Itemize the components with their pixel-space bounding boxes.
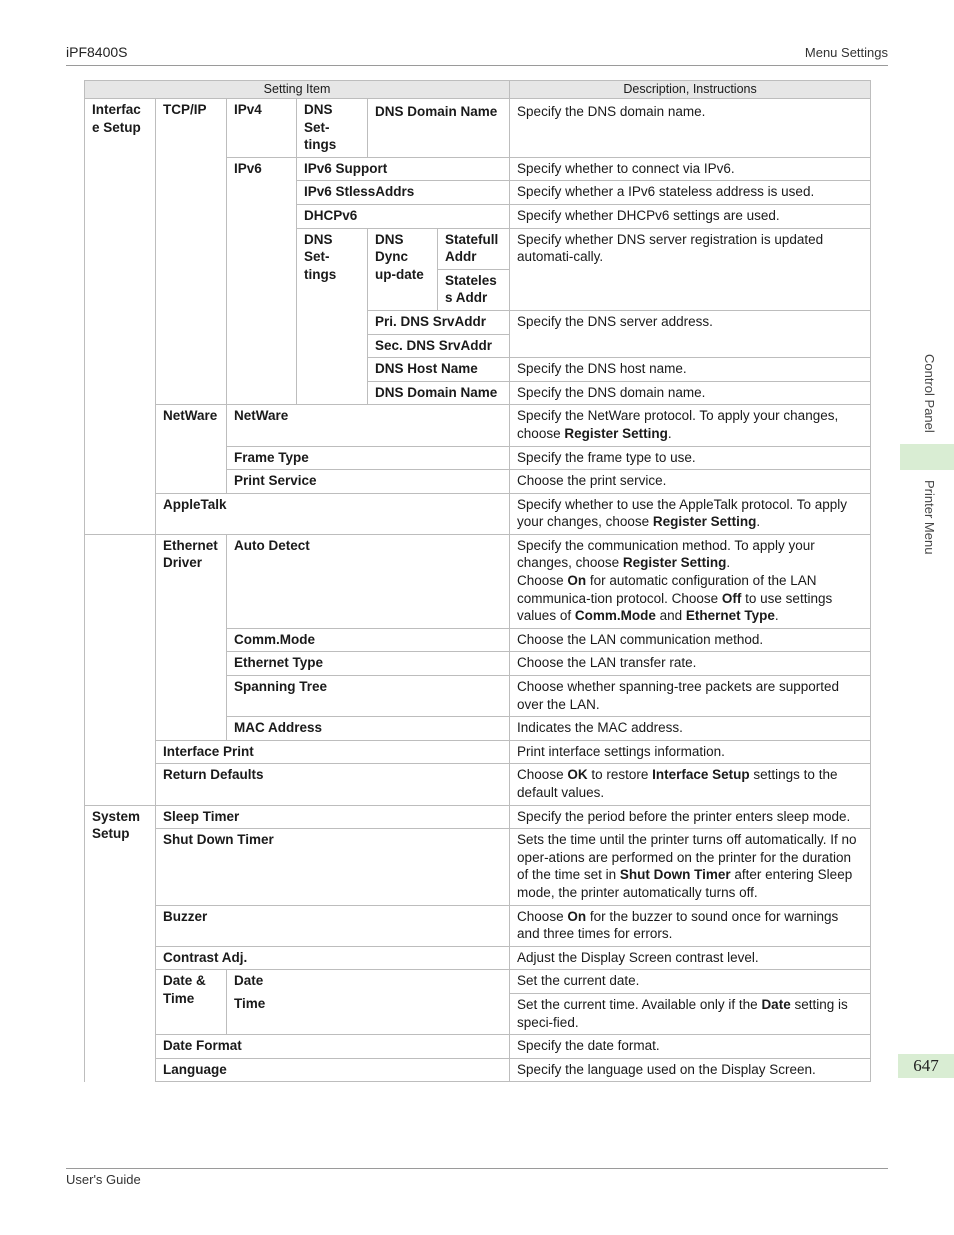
desc-ethernet-type: Choose the LAN transfer rate. — [510, 652, 871, 676]
cell-spanning-tree: Spanning Tree — [227, 676, 510, 717]
cell-netware-group: NetWare — [156, 405, 227, 493]
desc-dhcpv6: Specify whether DHCPv6 settings are used. — [510, 204, 871, 228]
cell-sec-dns-srvaddr: Sec. DNS SrvAddr — [368, 334, 510, 358]
cell-stateless-addr: Stateless Addr — [438, 269, 510, 310]
desc-emphasis: Register Setting — [622, 555, 727, 571]
desc-text: . — [667, 425, 672, 441]
desc-emphasis: Ethernet Type — [685, 608, 775, 624]
desc-date-format: Specify the date format. — [510, 1035, 871, 1059]
cell-auto-detect: Auto Detect — [227, 534, 510, 628]
cell-mac-address: MAC Address — [227, 717, 510, 741]
desc-dns-host-name: Specify the DNS host name. — [510, 358, 871, 382]
cell-ipv6-dns-domain-name: DNS Domain Name — [368, 381, 510, 405]
desc-text: setting is speci-fied. — [517, 996, 848, 1030]
cell-ipv4: IPv4 — [227, 99, 297, 158]
desc-emphasis: OK — [567, 767, 588, 783]
cell-comm-mode: Comm.Mode — [227, 628, 510, 652]
cell-ethernet-type: Ethernet Type — [227, 652, 510, 676]
desc-text: Specify the NetWare protocol. To apply your changes, choose — [517, 408, 839, 441]
cell-ipv6: IPv6 — [227, 157, 297, 405]
footer-divider — [66, 1168, 888, 1169]
desc-netware — [510, 405, 871, 446]
desc-frame-type: Specify the frame type to use. — [510, 446, 871, 470]
cell-frame-type: Frame Type — [227, 446, 510, 470]
desc-spanning-tree: Choose whether spanning-tree packets are supported over the LAN. — [510, 676, 871, 717]
desc-auto-detect — [510, 534, 871, 628]
desc-text: after entering Sleep mode, the printer automatically turns off. — [517, 867, 853, 900]
cell-dns-dync-update: DNS Dync up-date — [368, 228, 438, 310]
cell-time: Time — [227, 993, 510, 1034]
desc-text: Choose — [517, 908, 568, 924]
cell-dns-host-name: DNS Host Name — [368, 358, 510, 382]
desc-text: settings to the default values. — [517, 767, 838, 800]
desc-print-service: Choose the print service. — [510, 470, 871, 494]
desc-emphasis: Shut Down Timer — [619, 867, 731, 883]
desc-emphasis: Off — [721, 590, 742, 606]
desc-text: . — [756, 514, 761, 530]
desc-ipv4-dns-domain: Specify the DNS domain name. — [510, 99, 871, 158]
cell-print-service: Print Service — [227, 470, 510, 494]
desc-text: to restore — [587, 767, 653, 783]
cell-buzzer: Buzzer — [156, 905, 510, 946]
desc-mac-address: Indicates the MAC address. — [510, 717, 871, 741]
side-tab-printer-menu[interactable] — [918, 480, 940, 560]
cell-ipv6-support: IPv6 Support — [297, 157, 510, 181]
column-header-description: Description, Instructions — [510, 81, 871, 99]
menu-settings-table — [84, 80, 871, 1082]
cell-interface-setup: Interface Setup — [85, 99, 156, 535]
cell-contrast-adj: Contrast Adj. — [156, 946, 510, 970]
desc-date: Set the current date. — [510, 970, 871, 994]
desc-interface-print: Print interface settings information. — [510, 740, 871, 764]
desc-text: Sets the time until the printer turns off automatically. If no oper-ations are performed on the printer for the duration of the time set in — [517, 832, 857, 883]
desc-appletalk — [510, 493, 871, 534]
cell-ipv4-dns-domain-name: DNS Domain Name — [368, 99, 510, 158]
desc-text: for automatic configuration of the LAN communica-tion protocol. Choose — [517, 573, 817, 606]
cell-pri-dns-srvaddr: Pri. DNS SrvAddr — [368, 310, 510, 334]
desc-text: . — [774, 608, 779, 624]
cell-shut-down-timer: Shut Down Timer — [156, 829, 510, 905]
desc-text: Choose — [517, 767, 568, 783]
desc-text: Choose — [517, 573, 568, 589]
desc-text: Specify the communication method. To apply your changes, choose — [517, 537, 815, 571]
desc-emphasis: Comm.Mode — [574, 608, 656, 624]
cell-dhcpv6: DHCPv6 — [297, 204, 510, 228]
side-tab-highlight — [900, 444, 954, 470]
header-divider — [66, 65, 888, 66]
desc-shut-down-timer — [510, 829, 871, 905]
cell-appletalk: AppleTalk — [156, 493, 510, 534]
cell-language: Language — [156, 1058, 510, 1082]
cell-netware: NetWare — [227, 405, 510, 446]
cell-sleep-timer: Sleep Timer — [156, 805, 510, 829]
desc-ipv6-stlessaddrs: Specify whether a IPv6 stateless address is used. — [510, 181, 871, 205]
desc-buzzer — [510, 905, 871, 946]
cell-statefull-addr: Statefull Addr — [438, 228, 510, 269]
desc-emphasis: Date — [761, 996, 791, 1012]
desc-text: and — [655, 608, 686, 624]
side-tab-label: Control Panel — [922, 354, 937, 433]
cell-interface-setup-continued — [85, 534, 156, 805]
desc-comm-mode: Choose the LAN communication method. — [510, 628, 871, 652]
cell-ipv6-dns-settings: DNS Set-tings — [297, 228, 368, 405]
header-section: Menu Settings — [804, 45, 888, 60]
desc-contrast-adj: Adjust the Display Screen contrast level. — [510, 946, 871, 970]
desc-emphasis: Interface Setup — [652, 767, 750, 783]
desc-text: Specify whether to use the AppleTalk protocol. To apply your changes, choose — [517, 496, 847, 530]
desc-ipv6-dns-domain: Specify the DNS domain name. — [510, 381, 871, 405]
cell-system-setup: System Setup — [85, 805, 156, 1082]
desc-dns-dync-update: Specify whether DNS server registration is updated automati-cally. — [510, 228, 871, 310]
cell-date-format: Date Format — [156, 1035, 510, 1059]
cell-ipv6-stlessaddrs: IPv6 StlessAddrs — [297, 181, 510, 205]
cell-date-time: Date & Time — [156, 970, 227, 1035]
desc-ipv6-support: Specify whether to connect via IPv6. — [510, 157, 871, 181]
cell-date: Date — [227, 970, 510, 994]
cell-ipv4-dns-settings: DNS Set-tings — [297, 99, 368, 158]
desc-text: for the buzzer to sound once for warnings and three times for errors. — [517, 908, 839, 942]
desc-dns-srvaddr: Specify the DNS server address. — [510, 310, 871, 357]
column-header-setting-item: Setting Item — [85, 81, 510, 99]
page-number: 647 — [913, 1056, 939, 1075]
desc-emphasis: Register Setting — [652, 514, 757, 530]
side-tab-control-panel[interactable] — [918, 354, 940, 434]
desc-emphasis: On — [567, 573, 587, 589]
desc-text: to use settings values of — [517, 590, 833, 624]
desc-sleep-timer: Specify the period before the printer enters sleep mode. — [510, 805, 871, 829]
cell-ethernet-driver: Ethernet Driver — [156, 534, 227, 740]
footer-guide: User's Guide — [66, 1172, 141, 1187]
desc-return-defaults — [510, 764, 871, 805]
desc-language: Specify the language used on the Display Screen. — [510, 1058, 871, 1082]
desc-text: Set the current time. Available only if the — [517, 996, 762, 1012]
desc-emphasis: On — [567, 908, 587, 924]
header-product: iPF8400S — [66, 44, 128, 60]
cell-tcpip: TCP/IP — [156, 99, 227, 405]
desc-text: . — [726, 555, 731, 571]
desc-time — [510, 993, 871, 1034]
desc-emphasis: Register Setting — [564, 425, 668, 441]
cell-interface-print: Interface Print — [156, 740, 510, 764]
side-tab-label: Printer Menu — [922, 480, 937, 555]
cell-return-defaults: Return Defaults — [156, 764, 510, 805]
